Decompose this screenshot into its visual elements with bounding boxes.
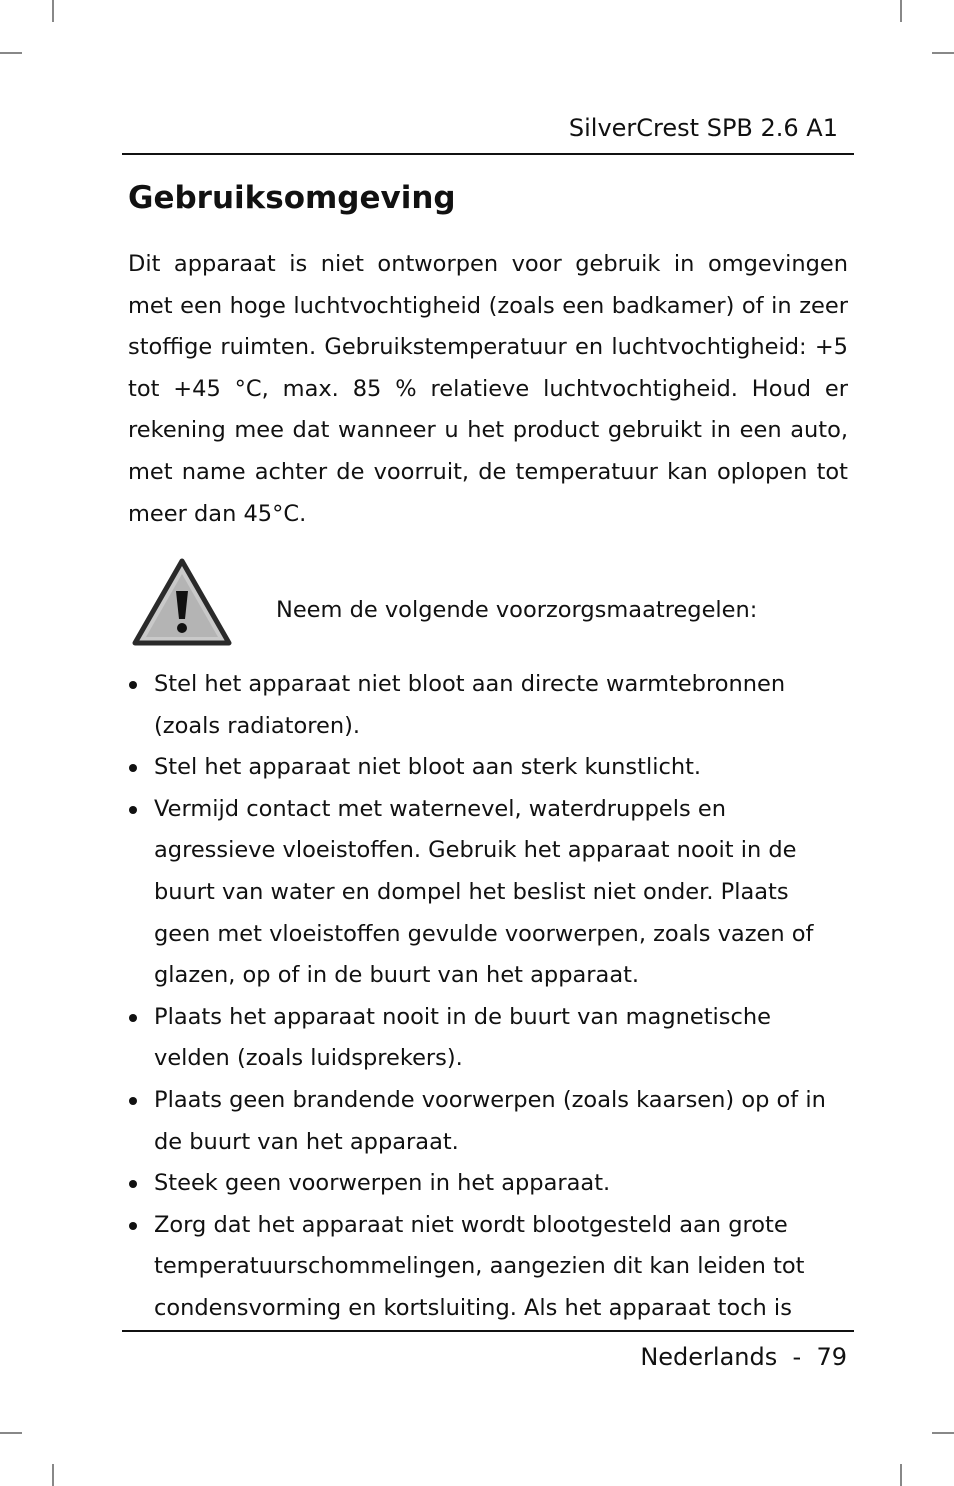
- list-item: [128, 1080, 844, 1163]
- list-item: [128, 1163, 844, 1205]
- list-item: [128, 1205, 844, 1330]
- bullet-icon: [129, 1097, 137, 1105]
- footer-rule: [122, 1330, 854, 1332]
- list-item-text: Stel het apparaat niet bloot aan sterk kunstlicht.: [154, 754, 702, 781]
- list-item: [128, 789, 844, 997]
- bullet-icon: [129, 1014, 137, 1022]
- list-item-text: Plaats geen brandende voorwerpen (zoals kaarsen) op of in de buurt van het apparaat.: [154, 1086, 826, 1155]
- crop-mark: [932, 52, 954, 54]
- bullet-icon: [129, 806, 137, 814]
- crop-mark: [900, 1464, 902, 1486]
- list-item-text: Steek geen voorwerpen in het apparaat.: [154, 1170, 611, 1197]
- crop-mark: [932, 1432, 954, 1434]
- list-item-text: Plaats het apparaat nooit in de buurt van magnetische velden (zoals luidsprekers).: [154, 1003, 771, 1072]
- warning-text: Neem de volgende voorzorgsmaatregelen:: [276, 597, 758, 623]
- header-product-name: SilverCrest SPB 2.6 A1: [568, 114, 838, 142]
- footer-language: Nederlands: [640, 1343, 778, 1371]
- crop-mark: [900, 0, 902, 22]
- bullet-icon: [129, 1222, 137, 1230]
- page-number: 79: [816, 1343, 847, 1371]
- footer: [640, 1340, 847, 1374]
- list-item: [128, 664, 844, 747]
- crop-mark: [52, 1464, 54, 1486]
- precautions-list: [128, 664, 844, 1330]
- intro-paragraph: Dit apparaat is niet ontworpen voor gebruik in omgevingen met een hoge luchtvochtigheid (zoals een badkamer) of in zeer stoffige ruimten. Gebruikstemperatuur en luchtvochtigheid: +5 tot +45 °C, max. 85 % relatieve luchtvochtigheid. Houd er rekening mee dat wanneer u het product gebruikt in een auto, met name achter de voorruit, de temperatuur kan oplopen tot meer dan 45°C.: [128, 251, 848, 527]
- list-item-text: Vermijd contact met waternevel, waterdruppels en agressieve vloeistoffen. Gebruik het apparaat nooit in de buurt van water en dompel het beslist niet onder. Plaats geen met vloeistoffen gevulde voorwerpen, zoals vazen of glazen, op of in de buurt van het apparaat.: [154, 795, 814, 989]
- list-item: [128, 747, 844, 789]
- crop-mark: [0, 1432, 22, 1434]
- crop-mark: [0, 52, 22, 54]
- header-rule: [122, 153, 854, 155]
- section-title: Gebruiksomgeving: [128, 180, 456, 216]
- list-item: [128, 997, 844, 1080]
- footer-separator: -: [792, 1343, 802, 1371]
- bullet-icon: [129, 764, 137, 772]
- bullet-icon: [129, 681, 137, 689]
- list-item-text: Zorg dat het apparaat niet wordt blootgesteld aan grote temperatuurschommelingen, aangezien dit kan leiden tot condensvorming en kortsluiting. Als het apparaat toch is: [154, 1211, 805, 1321]
- bullet-icon: [129, 1180, 137, 1188]
- warning-triangle-icon: [132, 558, 232, 646]
- crop-mark: [52, 0, 54, 22]
- list-item-text: Stel het apparaat niet bloot aan directe warmtebronnen (zoals radiatoren).: [154, 671, 786, 739]
